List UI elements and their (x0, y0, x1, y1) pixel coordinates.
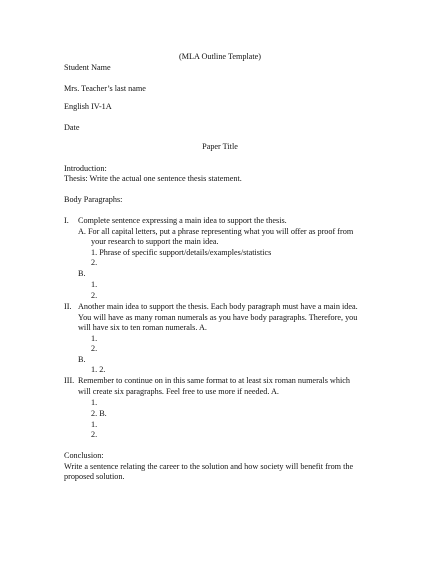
outline-numeral-III: III. (64, 376, 75, 385)
outline-II-line1: Another main idea to support the thesis. Each body paragraph must have a main idea. (78, 302, 358, 311)
outline-I-B-2: 2. (91, 291, 98, 300)
outline-I-A-2: 2. (91, 258, 98, 267)
student-name: Student Name (64, 63, 111, 72)
conclusion-heading: Conclusion: (64, 451, 104, 460)
outline-II-line2: You will have as many roman numerals as you have body paragraphs. Therefore, you (78, 313, 358, 322)
introduction-heading: Introduction: (64, 164, 107, 173)
outline-II-A-1: 1. (91, 334, 98, 343)
outline-I-A-line1: A. For all capital letters, put a phrase representing what you will offer as proof from (78, 227, 354, 236)
outline-III-line2: will create six paragraphs. Feel free to use more if needed. A. (78, 387, 279, 396)
body-paragraphs-heading: Body Paragraphs: (64, 195, 123, 204)
outline-III-A-2-B: 2. B. (91, 409, 107, 418)
template-title: (MLA Outline Template) (178, 52, 262, 61)
date-line: Date (64, 123, 80, 132)
course-name: English IV-1A (64, 102, 112, 111)
outline-III-line1: Remember to continue on in this same format to at least six roman numerals which (78, 376, 350, 385)
outline-numeral-I: I. (64, 216, 69, 225)
paper-title: Paper Title (202, 142, 238, 151)
teacher-name: Mrs. Teacher’s last name (64, 84, 146, 93)
outline-III-B-1: 1. (91, 420, 98, 429)
thesis-line: Thesis: Write the actual one sentence thesis statement. (64, 174, 242, 183)
outline-I-A-1: 1. Phrase of specific support/details/examples/statistics (91, 248, 272, 257)
outline-I-B-1: 1. (91, 280, 98, 289)
outline-II-B: B. (78, 355, 86, 364)
outline-I-B: B. (78, 269, 86, 278)
outline-II-A-2: 2. (91, 344, 98, 353)
outline-numeral-II: II. (64, 302, 72, 311)
outline-III-A-1: 1. (91, 398, 98, 407)
outline-III-B-2: 2. (91, 430, 98, 439)
conclusion-line1: Write a sentence relating the career to the solution and how society will benefit from the (64, 462, 354, 471)
outline-II-line3: will have six to ten roman numerals. A. (78, 323, 207, 332)
conclusion-line2: proposed solution. (64, 472, 125, 481)
outline-I-A-line2: your research to support the main idea. (91, 237, 219, 246)
outline-II-B-1-2: 1. 2. (91, 365, 106, 374)
outline-I-text: Complete sentence expressing a main idea to support the thesis. (78, 216, 287, 225)
